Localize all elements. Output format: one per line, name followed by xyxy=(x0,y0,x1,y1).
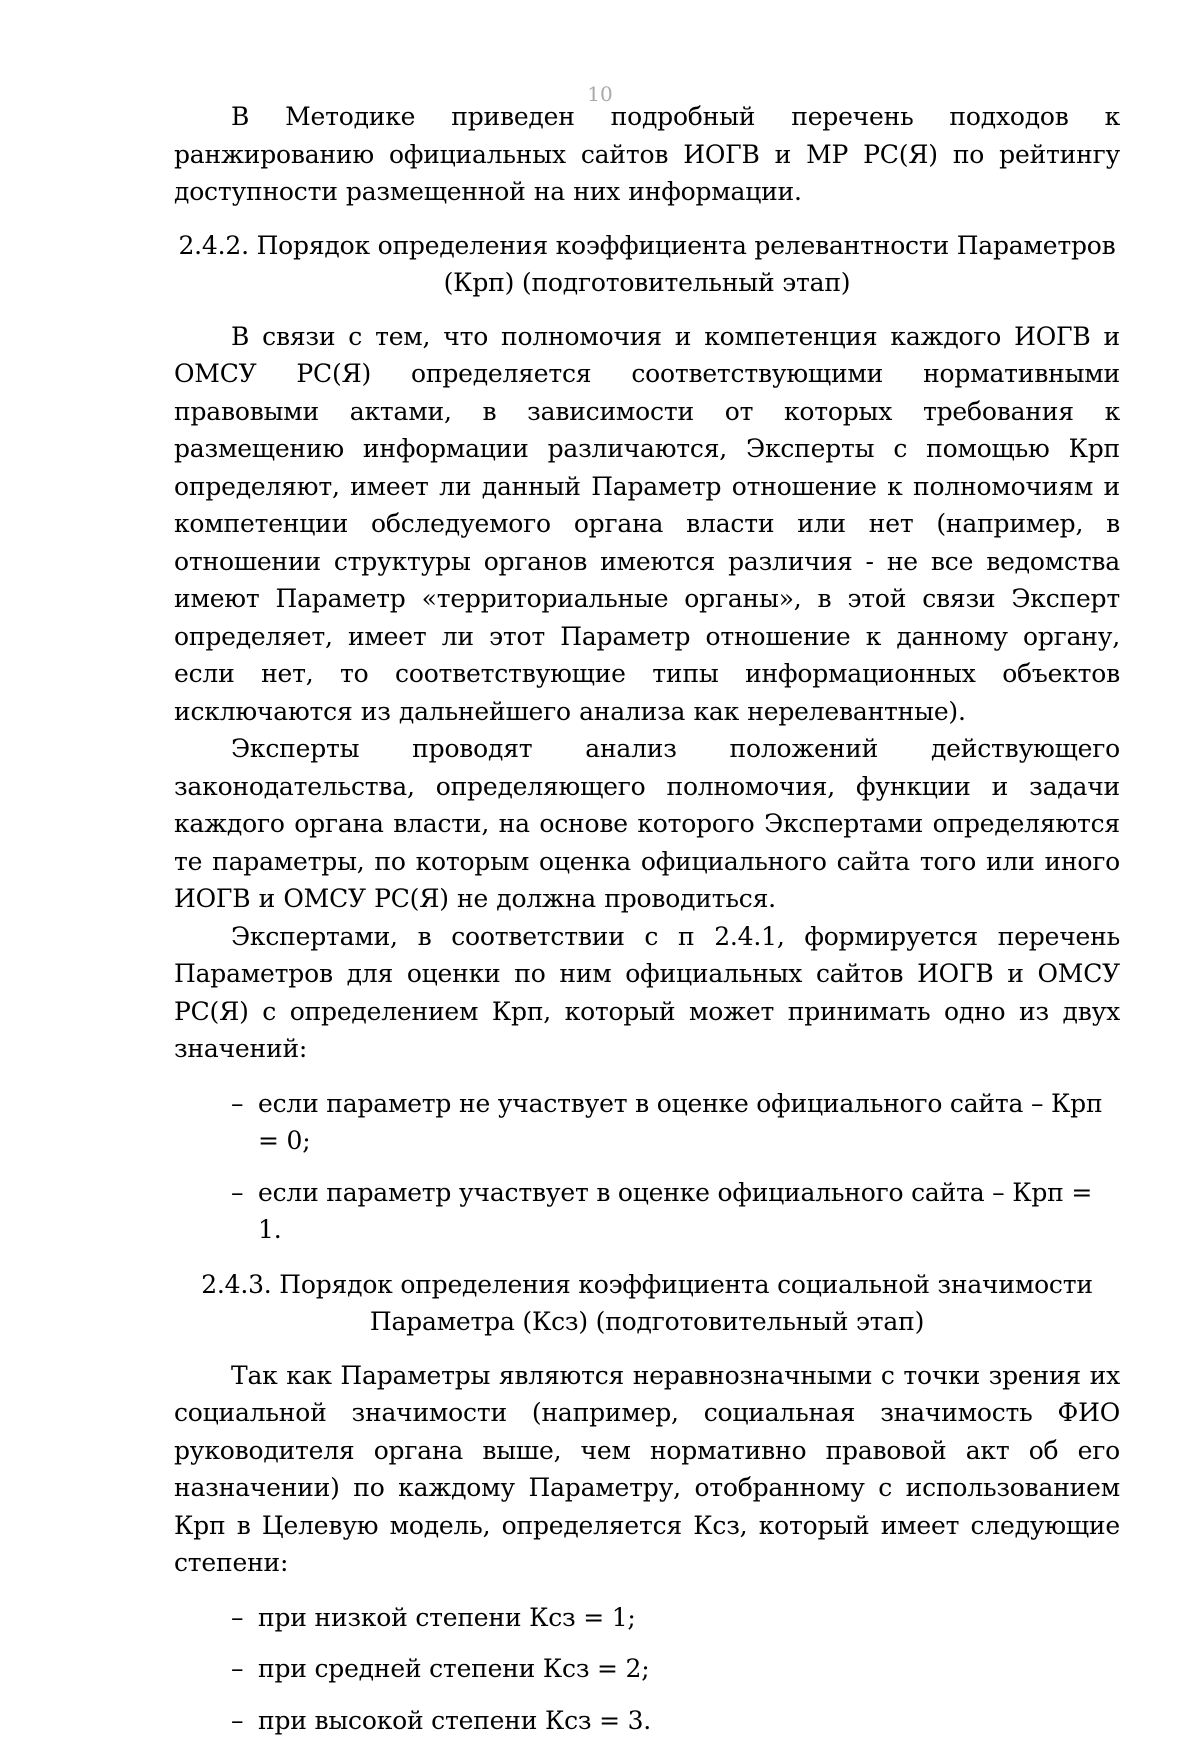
dash-bullet: – xyxy=(231,1702,243,1739)
list-item-text: при средней степени Ксз = 2; xyxy=(258,1654,649,1683)
document-page xyxy=(174,75,1120,1739)
page-number: 10 xyxy=(0,82,1200,106)
section-heading-line2: Параметра (Ксз) (подготовительный этап) xyxy=(174,1303,1120,1341)
list-item xyxy=(174,1174,1120,1249)
list-item-text: если параметр не участвует в оценке официального сайта – Крп = 0; xyxy=(258,1089,1102,1156)
list-item xyxy=(174,1650,1120,1688)
section-2-4-3 xyxy=(174,1266,1120,1739)
section-heading-line2: (Крп) (подготовительный этап) xyxy=(174,264,1120,302)
intro-paragraph: В Методике приведен подробный перечень подходов к ранжированию официальных сайтов ИОГВ и МР РС(Я) по рейтингу доступности размещенной на них информации. xyxy=(174,98,1120,211)
section-heading-line1: 2.4.3. Порядок определения коэффициента социальной значимости xyxy=(174,1266,1120,1304)
section-paragraph: В связи с тем, что полномочия и компетенция каждого ИОГВ и ОМСУ РС(Я) определяется соответствующими нормативными правовыми актами, в зависимости от которых требования к размещению информации различаются, Эксперты с помощью Крп определяют, имеет ли данный Параметр отношение к полномочиям и компетенции обследуемого органа власти или нет (например, в отношении структуры органов имеются различия - не все ведомства имеют Параметр «территориальные органы», в этой связи Эксперт определяет, имеет ли этот Параметр отношение к данному органу, если нет, то соответствующие типы информационных объектов исключаются из дальнейшего анализа как нерелевантные). xyxy=(174,318,1120,731)
section-paragraph: Экспертами, в соответствии с п 2.4.1, формируется перечень Параметров для оценки по ним официальных сайтов ИОГВ и ОМСУ РС(Я) с определением Крп, который может принимать одно из двух значений: xyxy=(174,918,1120,1068)
section-paragraph: Так как Параметры являются неравнозначными с точки зрения их социальной значимости (например, социальная значимость ФИО руководителя органа выше, чем нормативно правовой акт об его назначении) по каждому Параметру, отобранному с использованием Крп в Целевую модель, определяется Ксз, который имеет следующие степени: xyxy=(174,1357,1120,1582)
krp-values-list xyxy=(174,1085,1120,1249)
list-item-text: если параметр участвует в оценке официального сайта – Крп = 1. xyxy=(258,1178,1092,1245)
list-item xyxy=(174,1085,1120,1160)
dash-bullet: – xyxy=(231,1599,243,1637)
section-2-4-2 xyxy=(174,227,1120,1249)
section-heading-line1: 2.4.2. Порядок определения коэффициента релевантности Параметров xyxy=(174,227,1120,265)
section-paragraph: Эксперты проводят анализ положений действующего законодательства, определяющего полномочия, функции и задачи каждого органа власти, на основе которого Экспертами определяются те параметры, по которым оценка официального сайта того или иного ИОГВ и ОМСУ РС(Я) не должна проводиться. xyxy=(174,730,1120,918)
list-item xyxy=(174,1599,1120,1637)
dash-bullet: – xyxy=(231,1085,243,1123)
dash-bullet: – xyxy=(231,1174,243,1212)
list-item-text: при высокой степени Ксз = 3. xyxy=(258,1706,651,1735)
ksz-degrees-list xyxy=(174,1599,1120,1739)
list-item-text: при низкой степени Ксз = 1; xyxy=(258,1603,636,1632)
dash-bullet: – xyxy=(231,1650,243,1688)
list-item xyxy=(174,1702,1120,1739)
